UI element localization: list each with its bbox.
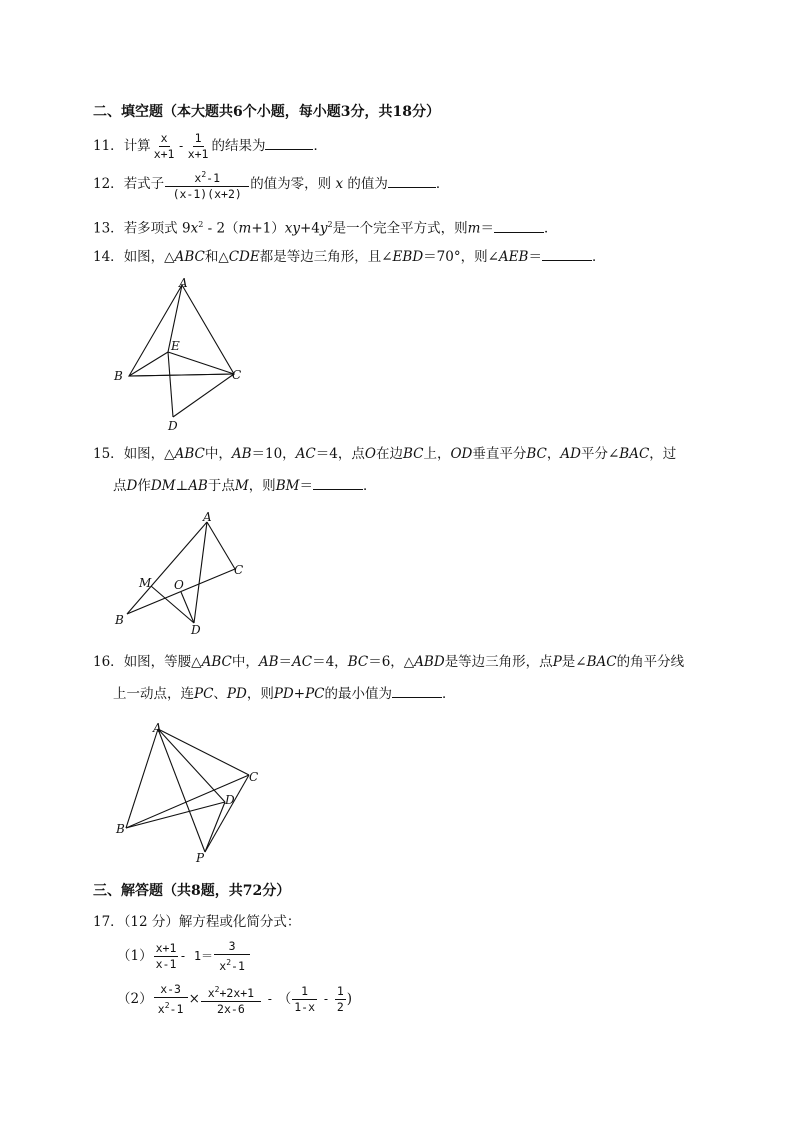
- question-number: 16．: [93, 654, 124, 670]
- angle-aeb: AEB: [498, 249, 529, 265]
- point-label-b: B: [114, 369, 123, 383]
- point-label-a: A: [203, 510, 212, 524]
- minus-sign: -: [266, 991, 274, 1006]
- question-15: [93, 444, 676, 464]
- period: ．: [543, 220, 558, 237]
- variable-x: x: [335, 175, 344, 192]
- segment-ab: AB: [188, 478, 208, 494]
- right-paren: ): [346, 990, 353, 1007]
- fraction: [292, 985, 317, 1014]
- part-label: （1）: [117, 947, 153, 964]
- num-x: x: [207, 985, 215, 1000]
- den-exponent: 2: [164, 1001, 170, 1010]
- question-text: 中，: [204, 446, 232, 462]
- numerator: x+1: [155, 940, 177, 955]
- var-x: x: [190, 220, 199, 237]
- num-exponent: 2: [214, 985, 220, 994]
- var-xy: xy: [284, 220, 300, 237]
- question-text: 于点: [207, 478, 235, 494]
- den-rest: -1: [231, 958, 245, 973]
- fraction: [201, 983, 261, 1016]
- question-text: 平分∠: [580, 446, 620, 462]
- equals: ＝: [299, 478, 313, 494]
- question-text: 垂直平分: [472, 446, 527, 462]
- question-text: ＝4，点: [315, 446, 365, 462]
- section-2-end: 分）: [411, 104, 440, 120]
- section-3-mid: 题，共: [200, 883, 243, 899]
- question-text: 是一个完全平方式，则: [332, 220, 468, 237]
- equals: ＝: [480, 220, 494, 237]
- section-2-points: 3: [340, 104, 351, 120]
- question-14: [93, 247, 605, 267]
- triangle-abd: ABD: [414, 654, 445, 670]
- var-m: m: [467, 220, 481, 237]
- period: ．: [441, 686, 456, 702]
- fraction: [335, 985, 346, 1014]
- segment-ac: AC: [292, 654, 313, 670]
- fraction: [154, 942, 179, 971]
- point-label-b: B: [116, 822, 125, 836]
- question-text: 作: [137, 478, 151, 494]
- question-text: 如图，等腰△: [123, 654, 202, 670]
- section-2-mid2: 分，共: [350, 104, 393, 120]
- section-2-title: 二、填空题（本大题共: [93, 104, 233, 120]
- segment-pc: PC: [194, 686, 214, 702]
- segment-ab: AB: [258, 654, 279, 670]
- question-text: 上，: [423, 446, 451, 462]
- question-text: ＝4，: [312, 654, 348, 670]
- question-text: +4: [300, 220, 320, 237]
- answer-blank[interactable]: [542, 248, 592, 261]
- num-rest: -1: [206, 170, 220, 185]
- numerator: 1: [336, 983, 344, 998]
- question-text: ，: [546, 446, 561, 462]
- point-label-d: D: [191, 623, 201, 637]
- question-text: 的最小值为: [324, 686, 392, 702]
- point-m: M: [234, 478, 249, 494]
- var-y: y: [319, 220, 328, 237]
- section-2-total: 18: [392, 104, 412, 120]
- point-label-p: P: [196, 851, 205, 865]
- operator-text: - 1＝: [179, 948, 214, 963]
- question-text: 和△: [204, 249, 229, 265]
- section-3-count: 8: [191, 883, 201, 899]
- minus-sign: -: [177, 139, 185, 153]
- numerator: [165, 168, 249, 187]
- exponent: 2: [327, 220, 333, 229]
- question-text: 是等边三角形，点: [444, 654, 553, 670]
- section-3-heading: [93, 880, 290, 900]
- section-3-end: 分）: [262, 883, 291, 899]
- left-paren: （: [277, 990, 292, 1007]
- line-ap: [158, 729, 205, 852]
- period: ．: [591, 249, 606, 265]
- figure-16-triangles: [110, 716, 265, 866]
- segment-bm: BM: [275, 478, 300, 494]
- section-3-title: 三、解答题（共: [93, 883, 191, 899]
- figure-15-triangle: [110, 505, 250, 640]
- section-3-total: 72: [242, 883, 263, 899]
- den-x: x: [157, 1001, 165, 1016]
- segment-bc: BC: [526, 446, 547, 462]
- question-text: ，则: [246, 686, 274, 702]
- fraction: [186, 132, 211, 161]
- question-number: 17．: [93, 914, 124, 930]
- equals: ＝: [528, 249, 542, 265]
- denominator: [156, 998, 186, 1016]
- line-ed: [168, 352, 173, 417]
- point-label-o: O: [174, 578, 184, 592]
- point-label-c: C: [234, 563, 244, 577]
- fraction: [154, 983, 188, 1016]
- figure-14-triangles: [110, 272, 250, 434]
- line-ab: [126, 729, 158, 828]
- numerator: x-3: [154, 983, 188, 998]
- answer-blank[interactable]: [392, 685, 442, 698]
- question-text: （12 分）解方程或化简分式：: [123, 914, 301, 930]
- perpendicular-symbol: ⊥: [175, 478, 189, 494]
- triangle-abc: ABC: [174, 249, 205, 265]
- segment-bc: BC: [347, 654, 369, 670]
- question-number: 11．: [93, 138, 124, 154]
- question-text: 计算: [123, 138, 151, 154]
- question-text: 是∠: [561, 654, 587, 670]
- line-bd: [126, 802, 225, 828]
- question-text: +1）: [251, 220, 285, 237]
- segment-ab: AB: [231, 446, 252, 462]
- numerator: 1: [194, 131, 202, 145]
- question-text: - 2（: [203, 220, 239, 237]
- question-text: ，则: [248, 478, 276, 494]
- line-od: [181, 592, 194, 623]
- angle-bac: BAC: [586, 654, 617, 670]
- point-label-a: A: [179, 276, 188, 290]
- triangle-abc-lines: [129, 285, 234, 376]
- section-2-heading: [93, 101, 440, 121]
- denominator: 2x-6: [217, 1001, 245, 1016]
- triangle-cde: CDE: [228, 249, 260, 265]
- question-text: 若式子: [123, 175, 165, 192]
- point-label-e: E: [171, 339, 180, 353]
- section-2-count: 6: [233, 104, 243, 120]
- point-p: P: [552, 654, 562, 670]
- segment-ac: AC: [295, 446, 316, 462]
- question-text: 若多项式 9: [123, 220, 191, 237]
- question-number: 15．: [93, 446, 124, 462]
- denominator: 1-x: [294, 999, 316, 1014]
- num-x: x: [194, 170, 202, 185]
- line-cd: [173, 374, 234, 417]
- fraction: [152, 132, 177, 161]
- question-text: 都是等边三角形，且∠: [259, 249, 393, 265]
- angle-ebd: EBD: [392, 249, 424, 265]
- question-text: 上一动点，连: [113, 686, 194, 702]
- point-label-c: C: [232, 368, 242, 382]
- point-label-m: M: [139, 576, 152, 590]
- answer-blank[interactable]: [388, 175, 436, 188]
- line-ad: [194, 522, 207, 623]
- line-be: [129, 352, 168, 376]
- num-rest: +2x+1: [219, 985, 255, 1000]
- answer-blank[interactable]: [313, 477, 363, 490]
- fraction: [214, 940, 250, 973]
- triangle-abc: ABC: [201, 654, 232, 670]
- question-text: 的值为: [347, 175, 388, 192]
- question-12: [93, 168, 449, 201]
- minus-sign: -: [322, 991, 330, 1006]
- question-16-line-2: [113, 684, 455, 704]
- question-number: 14．: [93, 249, 124, 265]
- point-label-c: C: [249, 770, 259, 784]
- question-17-part-2: [117, 983, 352, 1016]
- question-text: 的值为零，则: [250, 175, 332, 192]
- question-17-part-1: [117, 940, 251, 973]
- question-17: [93, 912, 300, 932]
- question-text: ＝10，: [251, 446, 296, 462]
- line-ac: [207, 522, 235, 569]
- triangle-abc: ABC: [174, 446, 205, 462]
- question-15-line-2: [113, 476, 376, 496]
- line-bc: [129, 374, 234, 376]
- question-number: 13．: [93, 220, 124, 237]
- part-label: （2）: [117, 990, 153, 1007]
- segment-dm: DM: [150, 478, 176, 494]
- question-text: 在边: [375, 446, 403, 462]
- numerator: 3: [214, 940, 250, 955]
- period: ．: [362, 478, 377, 494]
- point-label-b: B: [115, 613, 124, 627]
- question-text: 点: [113, 478, 127, 494]
- denominator: 2: [336, 999, 344, 1014]
- period: ．: [435, 175, 450, 192]
- fraction: [165, 168, 249, 201]
- question-text: 中，: [231, 654, 259, 670]
- question-text: 如图，△: [123, 446, 175, 462]
- question-text: 的结果为: [211, 138, 266, 154]
- segment-pd: PD: [226, 686, 247, 702]
- segment-od: OD: [450, 446, 473, 462]
- equals: ＝: [278, 654, 292, 670]
- numerator: x: [160, 131, 168, 145]
- denominator: x-1: [155, 956, 177, 971]
- period: ．: [313, 138, 327, 154]
- line-ad: [158, 729, 225, 802]
- question-text: 如图，△: [123, 249, 175, 265]
- den-x: x: [219, 958, 227, 973]
- question-number: 12．: [93, 175, 124, 192]
- line-pd: [205, 802, 225, 852]
- answer-blank[interactable]: [265, 137, 313, 150]
- den-rest: -1: [169, 1001, 184, 1016]
- point-label-a: A: [153, 721, 162, 735]
- section-2-mid: 个小题，每小题: [242, 104, 341, 120]
- denominator: x+1: [153, 147, 175, 161]
- numerator: 1: [292, 985, 317, 1000]
- line-ec: [168, 352, 234, 374]
- point-o: O: [364, 446, 376, 462]
- question-16: [93, 652, 684, 672]
- den-exponent: 2: [226, 958, 232, 967]
- point-label-d: D: [225, 793, 235, 807]
- point-label-d: D: [168, 419, 178, 433]
- question-text: 的角平分线: [616, 654, 685, 670]
- exponent: 2: [198, 220, 204, 229]
- denominator: (x-1)(x+2): [172, 186, 242, 201]
- segment-ad: AD: [560, 446, 581, 462]
- answer-blank[interactable]: [494, 220, 544, 233]
- segment-bc: BC: [402, 446, 424, 462]
- times-sign: ×: [188, 990, 200, 1007]
- num-exponent: 2: [201, 170, 207, 179]
- point-d: D: [126, 478, 138, 494]
- numerator: [201, 983, 261, 1002]
- question-text: ＝6，△: [368, 654, 415, 670]
- question-text: ＝70°，则∠: [423, 249, 499, 265]
- line-pc: [205, 775, 249, 852]
- denominator: x+1: [187, 147, 209, 161]
- line-dm: [151, 586, 194, 623]
- var-m: m: [238, 220, 252, 237]
- denominator: [217, 955, 247, 973]
- question-11: [93, 132, 327, 161]
- line-ac: [158, 729, 249, 775]
- angle-bac: BAC: [619, 446, 650, 462]
- question-text: 、: [213, 686, 227, 702]
- question-13: [93, 215, 557, 239]
- question-text: ，过: [649, 446, 677, 462]
- expression-pd-pc: PD+PC: [273, 686, 325, 702]
